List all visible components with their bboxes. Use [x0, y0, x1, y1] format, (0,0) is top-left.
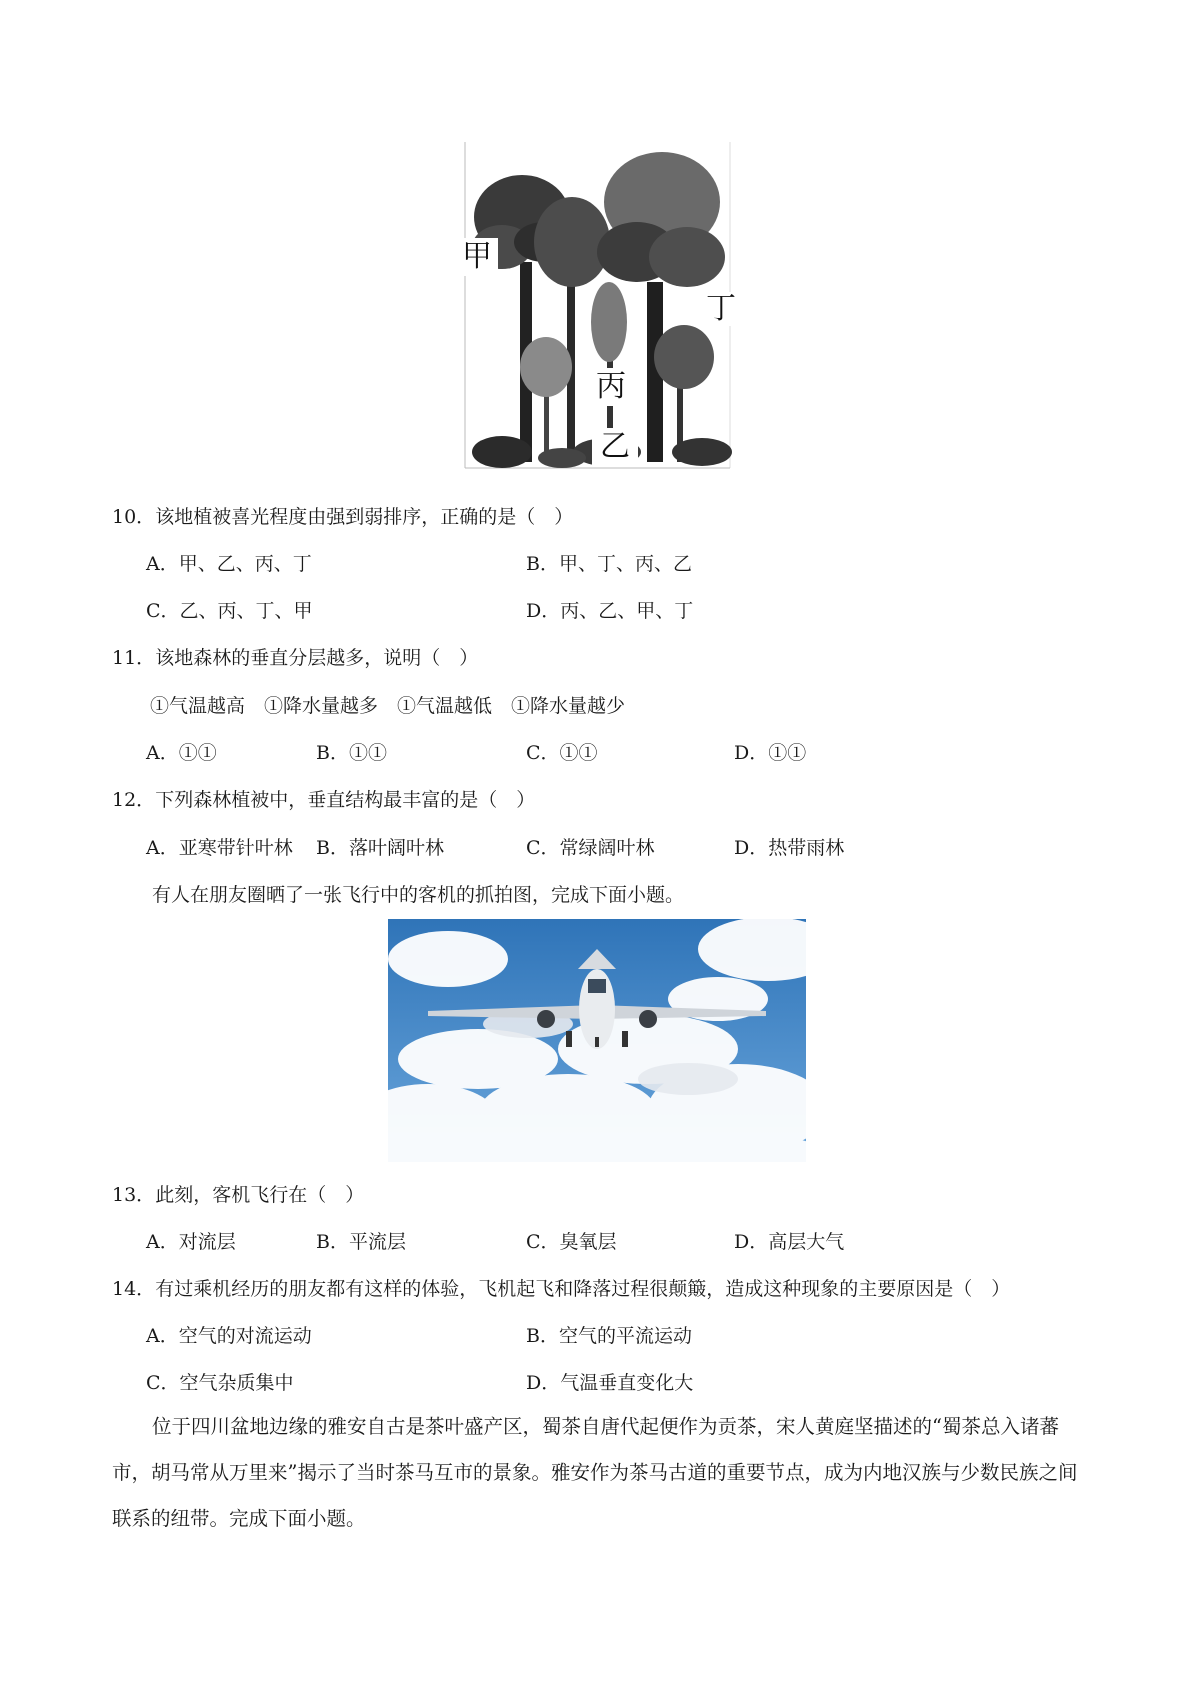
question-11-stem — [112, 643, 478, 670]
question-number: 11． — [112, 647, 156, 669]
q14-option-b: B．空气的平流运动 — [526, 1325, 692, 1347]
airplane-photo — [388, 919, 806, 1162]
forest-illustration — [462, 142, 736, 470]
label-yi: 乙 — [592, 428, 638, 466]
q11-option-c: C．①① — [526, 742, 598, 764]
q13-option-d: D．高层大气 — [734, 1231, 845, 1253]
question-text: 下列森林植被中，垂直结构最丰富的是（ ） — [155, 789, 536, 811]
q10-option-a: A．甲、乙、丙、丁 — [146, 553, 312, 575]
q14-option-a: A．空气的对流运动 — [146, 1325, 312, 1347]
q11-option-d: D．①① — [734, 742, 807, 764]
q14-option-c: C．空气杂质集中 — [146, 1372, 294, 1394]
q10-option-b: B．甲、丁、丙、乙 — [526, 553, 692, 575]
q11-option-b: B．①① — [316, 742, 387, 764]
label-ding: 丁 — [702, 292, 740, 326]
q12-option-c: C．常绿阔叶林 — [526, 837, 655, 859]
question-14-stem — [112, 1274, 1010, 1301]
q12-option-a: A．亚寒带针叶林 — [146, 837, 293, 859]
question-text: 此刻，客机飞行在（ ） — [155, 1184, 365, 1206]
question-text: 有过乘机经历的朋友都有这样的体验，飞机起飞和降落过程很颠簸，造成这种现象的主要原因是（ ） — [155, 1278, 1011, 1300]
q13-option-a: A．对流层 — [146, 1231, 236, 1253]
intro-plane: 有人在朋友圈晒了一张飞行中的客机的抓拍图，完成下面小题。 — [152, 884, 685, 906]
q11-option-a: A．①① — [146, 742, 217, 764]
question-number: 13． — [112, 1184, 156, 1206]
q10-option-d: D．丙、乙、甲、丁 — [526, 600, 694, 622]
q14-option-d: D．气温垂直变化大 — [526, 1372, 694, 1394]
question-13-stem — [112, 1180, 364, 1207]
question-number: 12． — [112, 789, 156, 811]
q12-option-b: B．落叶阔叶林 — [316, 837, 444, 859]
label-bing: 丙 — [592, 368, 630, 406]
question-text: 该地森林的垂直分层越多，说明（ ） — [155, 647, 479, 669]
airplane-in-clouds-image — [388, 919, 806, 1162]
question-number: 10． — [112, 506, 156, 528]
question-number: 14． — [112, 1278, 156, 1300]
label-jia: 甲 — [456, 238, 498, 276]
question-text: 该地植被喜光程度由强到弱排序，正确的是（ ） — [155, 506, 574, 528]
question-12-stem — [112, 785, 535, 812]
q10-option-c: C．乙、丙、丁、甲 — [146, 600, 313, 622]
forest-layers-figure — [462, 142, 736, 470]
q11-statements: ①气温越高 ①降水量越多 ①气温越低 ①降水量越少 — [150, 695, 626, 717]
q12-option-d: D．热带雨林 — [734, 837, 845, 859]
question-10-stem — [112, 502, 573, 529]
q13-option-b: B．平流层 — [316, 1231, 406, 1253]
intro-tea-paragraph: 位于四川盆地边缘的雅安自古是茶叶盛产区，蜀茶自唐代起便作为贡茶，宋人黄庭坚描述的“蜀茶总入诸蕃市，胡马常从万里来”揭示了当时茶马互市的景象。雅安作为茶马古道的重要节点，成为内地汉族与少数民族之间联系的纽带。完成下面小题。 — [112, 1415, 1078, 1530]
q13-option-c: C．臭氧层 — [526, 1231, 617, 1253]
